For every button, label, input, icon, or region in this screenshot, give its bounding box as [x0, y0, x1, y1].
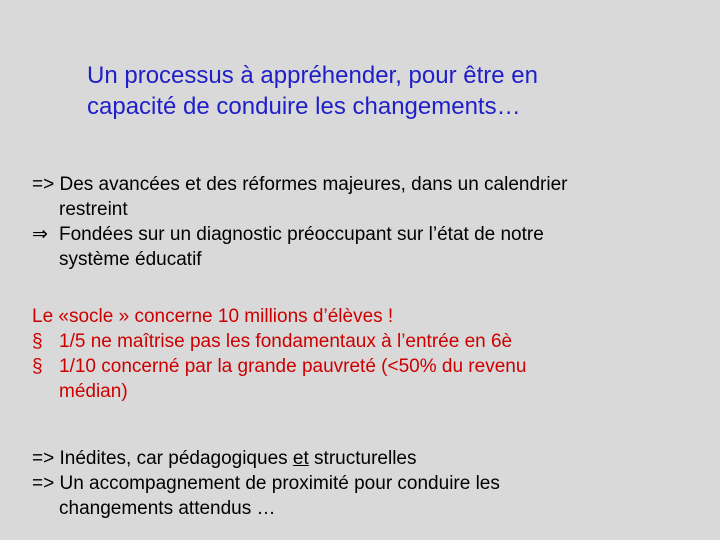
conclusion-line-3: changements attendus … — [59, 498, 276, 519]
implies-arrow-icon: ⇒ — [32, 224, 48, 245]
conclusion-line-1 — [32, 446, 682, 471]
reforms-item-2-text: Fondées sur un diagnostic préoccupant sur l’état de notre — [59, 224, 544, 245]
conclusion-block — [32, 446, 682, 521]
reforms-item-1-text: Des avancées et des réformes majeures, dans un calendrier — [59, 174, 568, 195]
socle-bullet-2-continuation: médian) — [59, 381, 128, 402]
socle-bullet-1-text: 1/5 ne maîtrise pas les fondamentaux à l’entrée en 6è — [59, 331, 513, 352]
socle-bullet-2 — [32, 354, 682, 379]
conclusion-line-2: => Un accompagnement de proximité pour conduire les — [32, 473, 500, 494]
socle-heading: Le «socle » concerne 10 millions d’élèves ! — [32, 306, 394, 327]
reforms-item-1-continuation: restreint — [59, 199, 128, 220]
conclusion-underlined-word: et — [292, 448, 309, 469]
conclusion-line-1-suffix: structurelles — [308, 448, 417, 469]
section-bullet-icon: § — [32, 356, 43, 377]
reforms-item-2-continuation: système éducatif — [59, 249, 202, 270]
arrow-prefix: => — [32, 174, 60, 195]
title-line-1: Un processus à appréhender, pour être en — [87, 62, 538, 89]
conclusion-line-1-prefix: => Inédites, car pédagogiques — [32, 448, 293, 469]
slide-title — [87, 60, 687, 122]
reforms-item-1 — [32, 172, 682, 197]
socle-bullet-1 — [32, 329, 682, 354]
socle-bullet-2-text: 1/10 concerné par la grande pauvreté (<50% du revenu — [59, 356, 527, 377]
reforms-item-2 — [32, 222, 682, 247]
socle-block — [32, 304, 682, 404]
section-bullet-icon: § — [32, 331, 43, 352]
title-line-2: capacité de conduire les changements… — [87, 93, 521, 120]
reforms-block — [32, 172, 682, 272]
